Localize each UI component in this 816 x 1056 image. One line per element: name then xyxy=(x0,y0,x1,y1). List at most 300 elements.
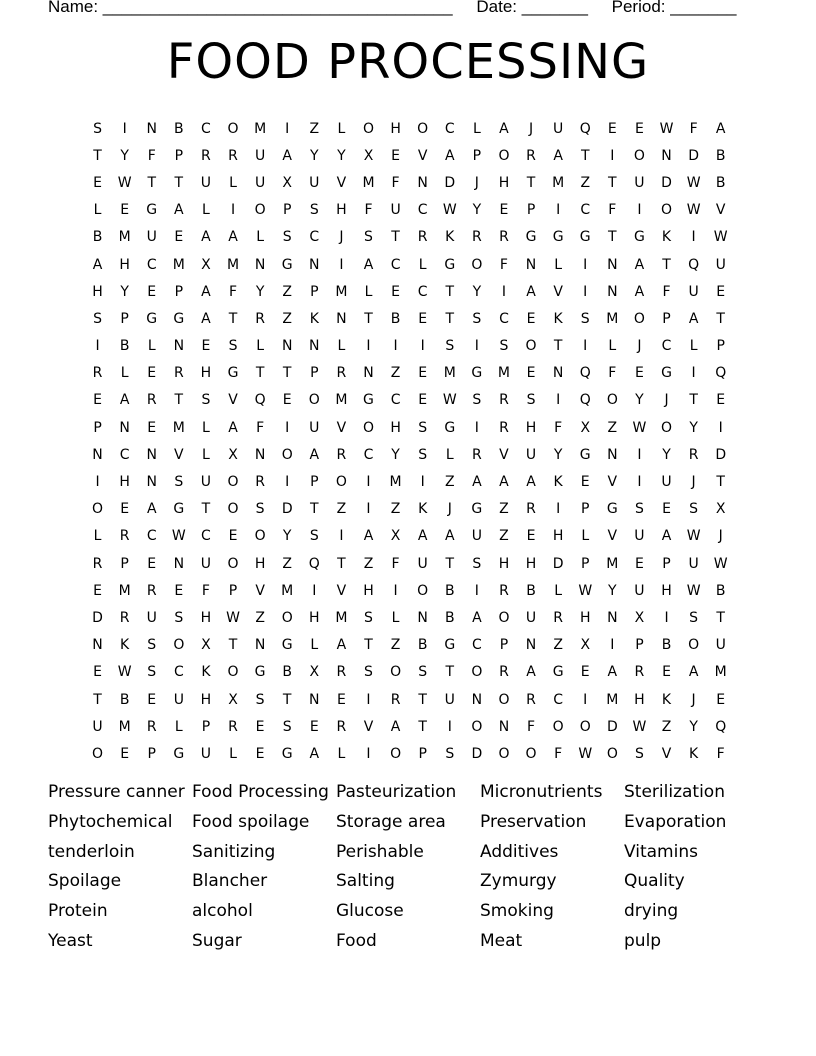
grid-letter: S xyxy=(364,664,373,681)
grid-letter: O xyxy=(227,474,239,491)
grid-letter: O xyxy=(227,501,239,518)
word-list-item: pulp xyxy=(624,930,662,951)
grid-row xyxy=(84,142,734,169)
grid-letter: N xyxy=(254,256,266,273)
grid-letter: V xyxy=(228,392,238,409)
grid-letter: P xyxy=(472,147,482,164)
grid-letter: O xyxy=(227,555,239,572)
grid-letter: Y xyxy=(391,446,400,463)
grid-letter: W xyxy=(659,120,674,137)
word-list-item: Micronutrients xyxy=(480,782,603,802)
grid-letter: E xyxy=(580,664,590,681)
grid-letter: C xyxy=(553,691,564,708)
grid-letter: T xyxy=(716,310,725,327)
grid-letter: S xyxy=(445,745,455,762)
grid-letter: N xyxy=(309,256,320,273)
grid-letter: O xyxy=(525,745,537,762)
grid-letter: Z xyxy=(499,528,509,545)
grid-letter: A xyxy=(499,474,509,491)
grid-letter: O xyxy=(688,637,700,654)
grid-letter: O xyxy=(498,691,510,708)
grid-letter: N xyxy=(525,256,537,273)
grid-letter: L xyxy=(337,745,346,762)
grid-row xyxy=(84,550,734,577)
grid-letter: U xyxy=(634,582,645,599)
grid-letter: W xyxy=(578,745,593,762)
grid-letter: B xyxy=(119,691,130,708)
grid-letter: O xyxy=(471,256,483,273)
grid-letter: I xyxy=(664,609,669,626)
grid-letter: A xyxy=(472,609,482,626)
grid-letter: T xyxy=(174,174,184,191)
grid-letter: W xyxy=(713,229,728,246)
grid-letter: A xyxy=(607,664,618,681)
grid-letter: J xyxy=(691,691,696,708)
grid-letter: U xyxy=(471,528,482,545)
grid-letter: O xyxy=(661,202,673,219)
grid-letter: Z xyxy=(282,310,292,327)
grid-letter: G xyxy=(146,202,158,219)
grid-letter: V xyxy=(363,718,374,735)
grid-letter: J xyxy=(474,174,479,191)
grid-letter: T xyxy=(445,555,455,572)
grid-letter: U xyxy=(634,174,645,191)
grid-letter: N xyxy=(254,446,266,463)
grid-letter: B xyxy=(526,582,536,599)
grid-letter: N xyxy=(607,256,618,273)
grid-letter: G xyxy=(579,229,591,246)
grid-letter: U xyxy=(525,609,537,626)
grid-letter: T xyxy=(553,338,563,355)
grid-letter: A xyxy=(92,256,103,273)
grid-letter: Q xyxy=(308,555,320,572)
grid-letter: P xyxy=(120,555,129,572)
grid-letter: S xyxy=(445,338,455,355)
grid-letter: E xyxy=(526,528,536,545)
grid-letter: Y xyxy=(472,202,482,219)
grid-letter: M xyxy=(281,582,294,599)
grid-letter: G xyxy=(552,229,564,246)
word-list-item: Vitamins xyxy=(624,841,698,862)
grid-letter: L xyxy=(174,718,183,735)
grid-letter: O xyxy=(92,745,104,762)
grid-row xyxy=(84,740,734,767)
grid-letter: A xyxy=(363,256,374,273)
grid-letter: C xyxy=(201,120,211,137)
grid-letter: J xyxy=(339,229,344,246)
grid-letter: S xyxy=(689,501,699,518)
grid-letter: P xyxy=(418,745,427,762)
grid-letter: T xyxy=(364,310,373,327)
grid-letter: M xyxy=(335,392,348,409)
word-list-item: alcohol xyxy=(192,901,253,922)
grid-letter: T xyxy=(174,392,184,409)
grid-letter: T xyxy=(228,310,238,327)
grid-letter: S xyxy=(255,501,265,518)
grid-letter: M xyxy=(335,283,348,300)
grid-letter: S xyxy=(472,310,482,327)
grid-letter: Y xyxy=(635,392,644,409)
grid-letter: X xyxy=(201,637,211,654)
grid-letter: A xyxy=(201,229,211,246)
grid-letter: I xyxy=(393,338,398,355)
grid-letter: Y xyxy=(662,446,671,463)
grid-letter: U xyxy=(309,174,320,191)
grid-letter: O xyxy=(254,528,266,545)
grid-letter: F xyxy=(391,555,400,572)
grid-letter: E xyxy=(282,392,292,409)
grid-letter: A xyxy=(715,120,726,137)
grid-letter: J xyxy=(447,501,452,518)
grid-row xyxy=(84,224,734,251)
grid-letter: H xyxy=(336,202,347,219)
grid-letter: A xyxy=(201,283,211,300)
grid-row xyxy=(84,523,734,550)
grid-letter: I xyxy=(583,338,588,355)
grid-letter: E xyxy=(418,310,428,327)
grid-letter: R xyxy=(92,365,103,382)
grid-letter: F xyxy=(201,582,210,599)
word-list xyxy=(48,778,768,957)
grid-letter: T xyxy=(282,365,292,382)
grid-letter: E xyxy=(147,365,157,382)
grid-letter: O xyxy=(335,474,347,491)
word-list-item: Protein xyxy=(48,901,108,922)
grid-letter: S xyxy=(364,229,373,246)
grid-letter: O xyxy=(498,147,510,164)
grid-letter: R xyxy=(553,609,563,626)
grid-letter: S xyxy=(418,446,428,463)
grid-letter: Y xyxy=(472,283,482,300)
grid-letter: I xyxy=(95,474,100,491)
grid-letter: M xyxy=(714,664,727,681)
grid-letter: O xyxy=(254,202,266,219)
grid-letter: V xyxy=(336,419,347,436)
grid-letter: S xyxy=(282,229,292,246)
grid-letter: E xyxy=(93,392,102,409)
grid-letter: C xyxy=(661,338,672,355)
grid-letter: O xyxy=(579,718,591,735)
grid-letter: U xyxy=(146,229,157,246)
grid-letter: A xyxy=(363,528,374,545)
grid-letter: L xyxy=(364,283,373,300)
grid-letter: I xyxy=(637,202,642,219)
grid-letter: A xyxy=(390,718,401,735)
grid-letter: W xyxy=(686,582,701,599)
grid-letter: A xyxy=(688,310,699,327)
grid-letter: A xyxy=(444,528,455,545)
grid-letter: K xyxy=(661,229,672,246)
grid-letter: T xyxy=(282,691,292,708)
grid-letter: E xyxy=(201,338,211,355)
grid-letter: S xyxy=(93,120,102,137)
grid-letter: T xyxy=(418,691,427,708)
grid-letter: E xyxy=(255,718,265,735)
grid-letter: C xyxy=(363,446,374,463)
grid-letter: B xyxy=(390,310,401,327)
grid-letter: L xyxy=(689,338,698,355)
grid-letter: F xyxy=(256,419,265,436)
grid-letter: S xyxy=(580,310,590,327)
grid-letter: M xyxy=(497,365,510,382)
grid-letter: V xyxy=(607,528,618,545)
grid-letter: A xyxy=(526,664,536,681)
grid-letter: R xyxy=(255,474,265,491)
grid-letter: U xyxy=(634,528,645,545)
grid-letter: A xyxy=(444,147,455,164)
grid-letter: P xyxy=(310,365,319,382)
grid-letter: W xyxy=(632,718,647,735)
grid-letter: O xyxy=(362,419,374,436)
word-list-item: drying xyxy=(624,901,679,922)
grid-letter: H xyxy=(390,120,401,137)
grid-letter: U xyxy=(715,637,726,654)
grid-letter: K xyxy=(553,310,563,327)
grid-letter: A xyxy=(634,256,645,273)
grid-letter: M xyxy=(362,174,375,191)
grid-letter: V xyxy=(715,202,726,219)
grid-letter: B xyxy=(119,338,130,355)
grid-letter: O xyxy=(173,637,185,654)
grid-letter: L xyxy=(472,120,481,137)
grid-letter: U xyxy=(200,474,212,491)
grid-letter: H xyxy=(390,419,401,436)
grid-letter: S xyxy=(147,637,157,654)
grid-letter: E xyxy=(255,745,265,762)
grid-row xyxy=(84,496,734,523)
grid-letter: D xyxy=(92,609,103,626)
grid-letter: U xyxy=(309,419,320,436)
grid-letter: D xyxy=(281,501,293,518)
grid-letter: O xyxy=(552,718,564,735)
grid-letter: E xyxy=(147,419,157,436)
word-list-item: Sanitizing xyxy=(192,841,276,862)
grid-letter: E xyxy=(147,283,157,300)
grid-letter: I xyxy=(556,202,561,219)
grid-letter: H xyxy=(119,256,130,273)
word-list-item: Food xyxy=(336,930,377,951)
grid-letter: N xyxy=(471,691,483,708)
grid-letter: R xyxy=(499,419,509,436)
grid-letter: Z xyxy=(336,501,347,518)
grid-letter: U xyxy=(525,446,537,463)
grid-letter: V xyxy=(255,582,265,599)
grid-letter: L xyxy=(229,174,237,191)
grid-letter: Q xyxy=(715,718,727,735)
grid-letter: L xyxy=(93,202,102,219)
grid-letter: L xyxy=(256,229,265,246)
grid-letter: T xyxy=(580,147,590,164)
grid-letter: R xyxy=(146,718,157,735)
grid-letter: D xyxy=(444,174,456,191)
grid-letter: F xyxy=(527,718,536,735)
grid-letter: G xyxy=(281,745,293,762)
grid-letter: V xyxy=(174,446,184,463)
grid-letter: T xyxy=(608,174,617,191)
grid-letter: E xyxy=(120,202,130,219)
grid-letter: M xyxy=(389,474,402,491)
grid-letter: T xyxy=(391,229,400,246)
grid-letter: V xyxy=(336,174,347,191)
grid-letter: L xyxy=(93,528,102,545)
grid-letter: Y xyxy=(608,582,617,599)
grid-letter: N xyxy=(92,637,103,654)
grid-letter: I xyxy=(230,202,236,219)
grid-letter: G xyxy=(633,229,645,246)
grid-letter: X xyxy=(228,446,238,463)
grid-letter: C xyxy=(119,446,130,463)
grid-letter: R xyxy=(92,555,103,572)
grid-letter: F xyxy=(391,174,400,191)
grid-letter: R xyxy=(146,582,157,599)
grid-letter: B xyxy=(715,582,726,599)
grid-letter: A xyxy=(174,202,184,219)
grid-letter: X xyxy=(228,691,238,708)
grid-letter: P xyxy=(120,310,129,327)
grid-letter: H xyxy=(363,582,374,599)
grid-letter: M xyxy=(606,691,619,708)
grid-letter: L xyxy=(554,582,563,599)
grid-letter: R xyxy=(499,664,509,681)
grid-letter: D xyxy=(552,555,564,572)
grid-letter: W xyxy=(632,419,647,436)
grid-letter: E xyxy=(662,664,671,681)
grid-letter: P xyxy=(310,283,319,300)
grid-letter: P xyxy=(282,202,292,219)
word-list-item: Storage area xyxy=(336,811,446,832)
grid-letter: T xyxy=(608,229,617,246)
grid-letter: O xyxy=(606,745,618,762)
grid-letter: U xyxy=(254,174,266,191)
grid-letter: V xyxy=(661,745,672,762)
grid-letter: L xyxy=(310,637,319,654)
grid-letter: L xyxy=(554,256,563,273)
grid-row xyxy=(84,414,734,441)
grid-letter: R xyxy=(336,718,347,735)
grid-letter: P xyxy=(499,637,509,654)
grid-letter: W xyxy=(117,664,132,681)
grid-letter: O xyxy=(417,582,429,599)
grid-letter: U xyxy=(200,174,212,191)
grid-letter: X xyxy=(282,174,292,191)
grid-letter: E xyxy=(93,174,102,191)
grid-letter: V xyxy=(607,474,618,491)
grid-letter: Y xyxy=(689,419,698,436)
grid-letter: F xyxy=(554,419,563,436)
grid-letter: X xyxy=(390,528,401,545)
grid-letter: B xyxy=(417,637,428,654)
grid-letter: E xyxy=(391,147,400,164)
grid-letter: T xyxy=(364,637,373,654)
grid-letter: I xyxy=(122,120,127,137)
grid-letter: R xyxy=(201,147,211,164)
word-list-item: Zymurgy xyxy=(480,871,557,892)
grid-letter: E xyxy=(309,718,319,735)
grid-letter: S xyxy=(472,555,482,572)
grid-letter: R xyxy=(228,147,238,164)
grid-letter: J xyxy=(664,392,669,409)
grid-letter: W xyxy=(686,528,701,545)
grid-letter: U xyxy=(715,256,726,273)
grid-letter: S xyxy=(634,745,644,762)
grid-letter: M xyxy=(606,310,619,327)
grid-letter: G xyxy=(444,256,456,273)
grid-letter: C xyxy=(417,202,428,219)
grid-letter: S xyxy=(634,501,644,518)
grid-letter: Z xyxy=(390,365,401,382)
grid-letter: N xyxy=(281,338,293,355)
grid-letter: T xyxy=(418,718,427,735)
grid-letter: N xyxy=(552,365,564,382)
period-field-label: Period: _______ xyxy=(611,0,737,16)
grid-row xyxy=(84,604,734,631)
grid-letter: W xyxy=(117,174,132,191)
grid-letter: O xyxy=(417,120,429,137)
word-list-item: Salting xyxy=(336,871,395,892)
grid-letter: I xyxy=(366,691,371,708)
grid-letter: S xyxy=(201,392,211,409)
grid-letter: F xyxy=(554,745,563,762)
word-list-item: Pressure canner xyxy=(48,782,185,802)
grid-letter: P xyxy=(581,555,590,572)
grid-letter: J xyxy=(637,338,642,355)
grid-letter: Q xyxy=(688,256,700,273)
grid-letter: T xyxy=(526,174,536,191)
word-list-item: Pasteurization xyxy=(336,782,457,802)
word-list-item: Food spoilage xyxy=(192,811,310,832)
grid-letter: U xyxy=(688,555,699,572)
grid-letter: Q xyxy=(254,392,266,409)
grid-letter: I xyxy=(583,691,588,708)
grid-letter: O xyxy=(498,609,510,626)
grid-letter: U xyxy=(146,609,157,626)
grid-letter: L xyxy=(120,365,129,382)
grid-letter: E xyxy=(93,664,102,681)
grid-letter: F xyxy=(228,283,238,300)
grid-letter: P xyxy=(228,582,238,599)
grid-letter: P xyxy=(581,501,590,518)
word-list-item: Food Processing xyxy=(192,782,329,802)
grid-letter: J xyxy=(528,120,534,137)
word-list-item: Meat xyxy=(480,930,523,951)
grid-letter: R xyxy=(526,147,536,164)
grid-letter: I xyxy=(556,501,561,518)
grid-letter: E xyxy=(716,283,726,300)
grid-letter: N xyxy=(173,555,185,572)
grid-letter: I xyxy=(610,637,615,654)
grid-letter: R xyxy=(336,365,347,382)
grid-letter: A xyxy=(228,229,238,246)
grid-letter: U xyxy=(200,555,212,572)
grid-letter: E xyxy=(716,691,726,708)
grid-letter: L xyxy=(202,419,210,436)
grid-letter: T xyxy=(445,664,455,681)
grid-letter: I xyxy=(285,474,290,491)
grid-letter: M xyxy=(226,256,240,273)
grid-row xyxy=(84,632,734,659)
grid-letter: R xyxy=(119,609,130,626)
grid-letter: L xyxy=(608,338,617,355)
grid-letter: E xyxy=(228,528,238,545)
grid-letter: M xyxy=(118,229,131,246)
grid-letter: S xyxy=(174,474,184,491)
grid-letter: I xyxy=(691,229,696,246)
grid-letter: K xyxy=(201,664,211,681)
grid-letter: S xyxy=(418,419,428,436)
grid-letter: B xyxy=(661,637,672,654)
grid-letter: X xyxy=(363,147,374,164)
grid-letter: O xyxy=(227,120,239,137)
